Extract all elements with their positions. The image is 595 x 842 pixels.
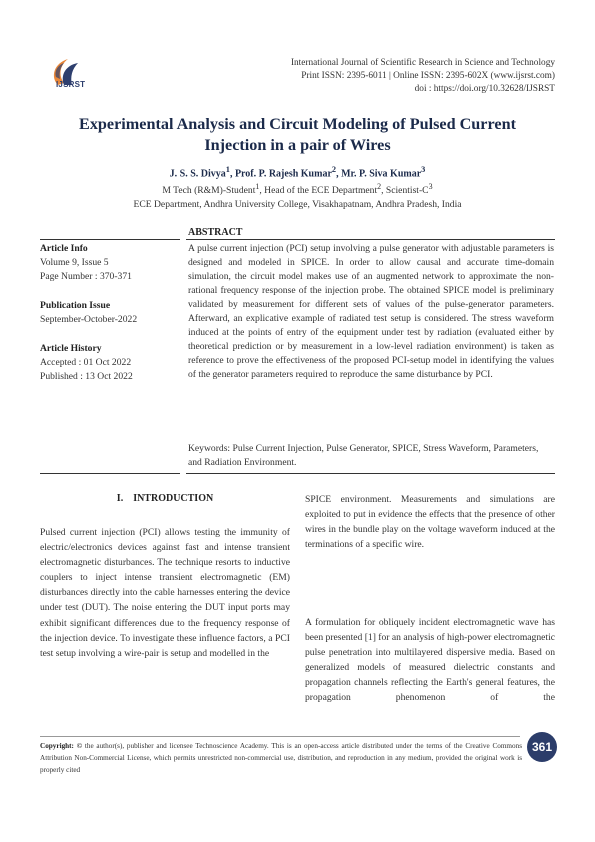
journal-name: International Journal of Scientific Research in Science and Technology — [290, 58, 555, 68]
intro-paragraph-right-1: SPICE environment. Measurements and simulations are exploited to put in evidence the effects that the presence of other wires in the bundle play on the voltage waveform induced at the terminations of a specific wire. — [305, 494, 555, 551]
author-separator: , — [336, 168, 342, 180]
abstract-heading: ABSTRACT — [188, 227, 243, 238]
article-history-heading: Article History — [40, 343, 102, 354]
intro-paragraph-left: Pulsed current injection (PCI) allows testing the immunity of electric/electronics devices against fast and intense transient electromagnetic disturbances. The technique resorts to inductive couplers to inject intense transient electromagnetic (EM) disturbances directly into the cable harnesses entering the device under test (DUT). The noise entering the DUT input ports may exhibit significant differences due to the frequency response of the injection device. To investigate these influence factors, a PCI test setup involving a wire-pair is setup and modelled in the — [40, 527, 290, 659]
article-pages: Page Number : 370-371 — [40, 271, 132, 282]
article-info-top-rule — [40, 239, 180, 240]
keywords: Keywords: Pulse Current Injection, Pulse Generator, SPICE, Stress Waveform, Parameters, and Radiation Environment. — [188, 443, 539, 469]
abstract-top-rule — [186, 239, 555, 240]
role-1-mark: 1 — [255, 182, 260, 191]
author-1-mark: 1 — [225, 165, 230, 174]
page-number-badge: 361 — [527, 732, 557, 762]
author-2: Prof. P. Rajesh Kumar — [234, 168, 332, 180]
journal-issn: Print ISSN: 2395-6011 | Online ISSN: 2395-602X (www.ijsrst.com) — [301, 71, 555, 81]
article-info-heading: Article Info — [40, 243, 88, 254]
role-separator: , — [381, 185, 386, 197]
role-separator: , — [259, 185, 265, 197]
role-1: M Tech (R&M)-Student — [162, 185, 256, 197]
journal-logo-icon — [44, 55, 100, 97]
article-info-bottom-rule — [40, 473, 180, 474]
abstract-bottom-rule — [186, 473, 555, 474]
intro-paragraph-right-2: A formulation for obliquely incident electromagnetic wave has been presented [1] for an analysis of high-power electromagnetic pulse penetration into multilayered dispersive media. Based on generalized models of measured dielectric constants and propagation channels reflecting the Earth's general features, the propagation phenomenon of the — [305, 617, 555, 704]
paper-title — [40, 114, 555, 156]
paper-title-line-1: Experimental Analysis and Circuit Modeling of Pulsed Current — [79, 115, 516, 133]
role-2: Head of the ECE Department — [264, 185, 378, 197]
journal-header — [215, 57, 555, 96]
role-3-mark: 3 — [428, 182, 433, 191]
abstract-text: A pulse current injection (PCI) setup involving a pulse generator with adjustable parameters is designed and modeled in SPICE. In order to allow causal and accurate time-domain simulation, the circuit model makes use of an augmented network to approximate the non-rational frequency response of the injection probe. The obtained SPICE model is preliminary validated by measurement for different sets of values of the pulse-generator parameters. Afterward, an explicative example of radiated test setup is considered. The stress waveform induced at the points of entry of the equipment under test by radiation (evaluated either by theoretical prediction or by measurement in a low-level radiation environment) is taken as reference to prove the effectiveness of the proposed PCI-setup model in identifying the values of the generator parameters required to reproduce the same disturbance by PCI. — [188, 243, 554, 381]
publication-issue: September-October-2022 — [40, 314, 138, 325]
author-separator: , — [229, 168, 235, 180]
journal-logo-text: IJSRST — [56, 80, 86, 89]
affiliation-roles — [40, 180, 555, 198]
footer-rule — [40, 736, 520, 737]
paper-title-line-2: Injection in a pair of Wires — [204, 136, 391, 154]
publication-issue-heading: Publication Issue — [40, 300, 111, 311]
article-volume: Volume 9, Issue 5 — [40, 257, 109, 268]
accepted-date: Accepted : 01 Oct 2022 — [40, 357, 132, 368]
author-3-mark: 3 — [421, 165, 426, 174]
role-3: Scientist-C — [385, 185, 429, 197]
author-list — [40, 165, 555, 179]
published-date: Published : 13 Oct 2022 — [40, 371, 133, 382]
article-info — [40, 242, 185, 384]
section-heading-introduction: I. INTRODUCTION — [116, 493, 214, 504]
affiliation — [40, 180, 555, 212]
copyright-text: the author(s), publisher and licensee Technoscience Academy. This is an open-access article distributed under the terms of the Creative Commons Attribution Non-Commercial License, which permits unrestricted non-commercial use, distribution, and reproduction in any medium, provided the original work is properly cited — [40, 742, 523, 774]
role-2-mark: 2 — [377, 182, 382, 191]
author-3: Mr. P. Siva Kumar — [341, 168, 422, 180]
copyright-label: Copyright: — [40, 742, 74, 750]
author-2-mark: 2 — [331, 165, 337, 174]
author-1: J. S. S. Divya — [169, 168, 226, 180]
journal-doi: doi : https://doi.org/10.32628/IJSRST — [414, 84, 555, 94]
affiliation-institution: ECE Department, Andhra University College, Visakhapatnam, Andhra Pradesh, India — [133, 199, 462, 211]
copyright-symbol-icon: © — [76, 742, 83, 750]
copyright-footer — [40, 740, 522, 776]
